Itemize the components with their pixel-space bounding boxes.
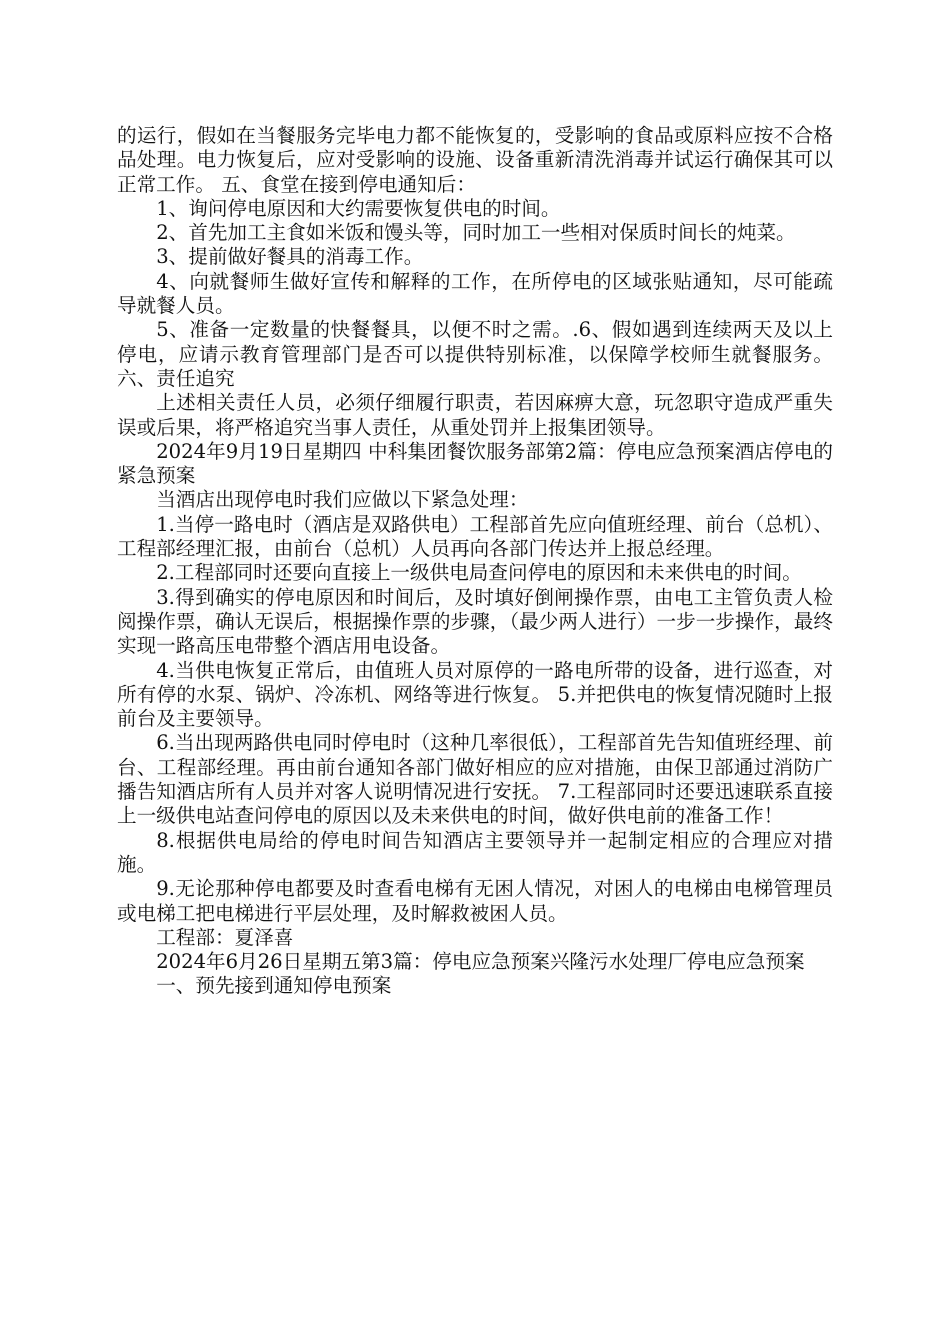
paragraph-13: 4.当供电恢复正常后，由值班人员对原停的一路电所带的设备，进行巡查，对所有停的水泵、锅炉、冷冻机、网络等进行恢复。 5.并把供电的恢复情况随时上报前台及主要领导。 <box>117 658 833 731</box>
paragraph-9: 当酒店出现停电时我们应做以下紧急处理： <box>156 488 529 512</box>
paragraph-15: 8.根据供电局给的停电时间告知酒店主要领导并一起制定相应的合理应对措施。 <box>117 828 833 876</box>
paragraph-11: 2.工程部同时还要向直接上一级供电局查问停电的原因和未来供电的时间。 <box>156 561 802 585</box>
paragraph-10: 1.当停一路电时（酒店是双路供电）工程部首先应向值班经理、前台（总机）、工程部经理汇报，由前台（总机）人员再向各部门传达并上报总经理。 <box>117 512 833 561</box>
paragraph-19: 一、预先接到通知停电预案 <box>156 974 392 998</box>
paragraph-5: 4、向就餐师生做好宣传和解释的工作，在所停电的区域张贴通知，尽可能疏导就餐人员。 <box>117 269 833 318</box>
paragraph-8: 2024年9月19日星期四 中科集团餐饮服务部第2篇：停电应急预案酒店停电的紧急预案 <box>117 439 833 488</box>
paragraph-6: 5、准备一定数量的快餐餐具，以便不时之需。.6、假如遇到连续两天及以上停电，应请示教育管理部门是否可以提供特别标准，以保障学校师生就餐服务。 六、责任追究 <box>117 318 833 390</box>
paragraph-16: 9.无论那种停电都要及时查看电梯有无困人情况，对困人的电梯由电梯管理员或电梯工把电梯进行平层处理，及时解救被困人员。 <box>117 877 833 925</box>
paragraph-2: 1、询问停电原因和大约需要恢复供电的时间。 <box>156 196 561 220</box>
paragraph-17: 工程部：夏泽喜 <box>156 925 294 949</box>
paragraph-18: 2024年6月26日星期五第3篇：停电应急预案兴隆污水处理厂停电应急预案 <box>156 950 805 974</box>
paragraph-1: 的运行，假如在当餐服务完毕电力都不能恢复的，受影响的食品或原料应按不合格品处理。电力恢复后，应对受影响的设施、设备重新清洗消毒并试运行确保其可以正常工作。 五、食堂在接到停电通知后： <box>117 124 833 196</box>
paragraph-14: 6.当出现两路供电同时停电时（这种几率很低），工程部首先告知值班经理、前台、工程部经理。再由前台通知各部门做好相应的应对措施，由保卫部通过消防广播告知酒店所有人员并对客人说明情况进行安抚。 7.工程部同时还要迅速联系直接上一级供电站查问停电的原因以及未来供电的时间，做好供电前的准备工作！ <box>117 731 833 828</box>
document-page <box>117 124 833 999</box>
paragraph-12: 3.得到确实的停电原因和时间后，及时填好倒闸操作票，由电工主管负责人检阅操作票，确认无误后，根据操作票的步骤，（最少两人进行）一步一步操作，最终实现一路高压电带整个酒店用电设备。 <box>117 585 833 658</box>
paragraph-3: 2、首先加工主食如米饭和馒头等，同时加工一些相对保质时间长的炖菜。 <box>156 221 796 245</box>
paragraph-7: 上述相关责任人员，必须仔细履行职责，若因麻痹大意，玩忽职守造成严重失误或后果，将严格追究当事人责任，从重处罚并上报集团领导。 <box>117 391 833 439</box>
paragraph-4: 3、提前做好餐具的消毒工作。 <box>156 245 424 269</box>
